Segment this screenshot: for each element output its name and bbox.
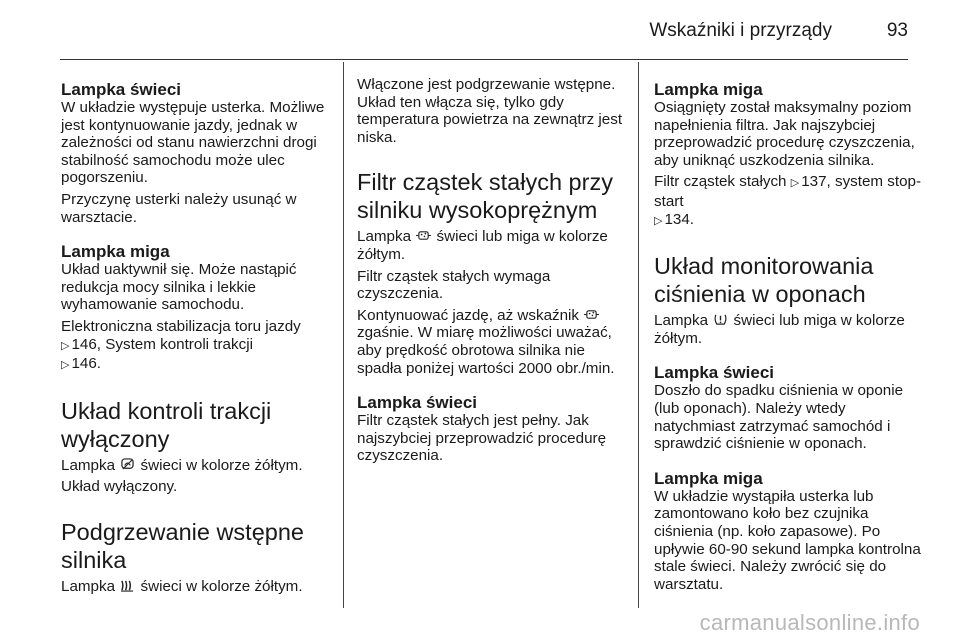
page-reference[interactable]: 146.	[71, 355, 102, 373]
text: świeci w kolorze żółtym.	[140, 456, 303, 474]
subheading: Lampka świeci	[61, 80, 182, 99]
cross-reference-arrow-icon: ▷	[61, 359, 70, 372]
cross-reference-arrow-icon: ▷	[654, 214, 663, 227]
text: świeci lub miga w kolorze żółtym.	[654, 312, 905, 347]
tire-pressure-icon	[713, 313, 728, 326]
paragraph: W układzie wystąpiła usterka lub zamontowano koło bez czujnika ciśnienia (np. koło zapasowe). Po upływie 60-90 sekund lampka kontrolna stale świeci. Należy zwrócić się do warsztatu.	[654, 487, 921, 593]
subheading: Lampka miga	[654, 468, 763, 488]
text: Filtr cząstek stałych	[654, 173, 787, 191]
subheading: Lampka miga	[654, 80, 763, 99]
header-title: Wskaźniki i przyrządy	[649, 20, 832, 41]
text: zgaśnie. W miarę możliwości uważać, aby prędkość obrotowa silnika nie spadła poniżej wartości 2000 obr./min.	[357, 324, 615, 377]
watermark: carmanualsonline.info	[699, 610, 920, 635]
traction-control-off-icon	[120, 458, 135, 471]
column-2	[357, 76, 629, 465]
particle-filter-icon	[584, 308, 599, 321]
subheading: Lampka świeci	[357, 393, 478, 413]
glow-plug-icon	[120, 579, 135, 592]
paragraph: Włączone jest podgrzewanie wstępne. Układ ten włącza się, tylko gdy temperatura powietrza na zewnątrz jest niska.	[357, 76, 623, 146]
paragraph: Układ wyłączony.	[61, 478, 178, 496]
cross-reference-arrow-icon: ▷	[790, 177, 800, 190]
page-reference[interactable]: 137, system stop-start	[654, 173, 922, 210]
paragraph: Filtr cząstek stałych jest pełny. Jak najszybciej przeprowadzić procedurę czyszczenia.	[357, 412, 607, 465]
paragraph-with-references	[654, 173, 924, 230]
paragraph	[61, 578, 333, 596]
column-divider	[638, 62, 639, 608]
cross-reference-arrow-icon: ▷	[61, 339, 70, 352]
column-3	[654, 74, 924, 593]
section-title: Układ kontroli trakcji wyłączony	[61, 397, 272, 452]
section-title: Filtr cząstek stałych przy silniku wysokoprężnym	[357, 169, 613, 224]
subheading: Lampka świeci	[654, 363, 775, 383]
column-1	[61, 74, 333, 596]
paragraph: Przyczynę usterki należy usunąć w warsztacie.	[61, 190, 297, 226]
text: Lampka	[654, 312, 709, 330]
paragraph: Doszło do spadku ciśnienia w oponie (lub oponach). Należy wtedy natychmiast zatrzymać samochód i sprawdzić ciśnienie w oponach.	[654, 382, 904, 453]
paragraph	[61, 457, 333, 475]
column-divider	[343, 62, 344, 608]
section-title: Układ monitorowania ciśnienia w oponach	[654, 253, 874, 308]
text: Elektroniczna stabilizacja toru jazdy	[61, 317, 301, 335]
page-reference[interactable]: 134.	[664, 210, 695, 228]
paragraph	[654, 312, 924, 347]
paragraph-with-references	[61, 318, 333, 375]
page-reference[interactable]: 146, System kontroli trakcji	[71, 335, 253, 353]
paragraph: Filtr cząstek stałych wymaga czyszczenia.	[357, 267, 551, 303]
text: świeci w kolorze żółtym.	[140, 577, 303, 595]
paragraph	[357, 307, 629, 377]
page-number: 93	[886, 20, 908, 41]
particle-filter-icon	[416, 229, 431, 242]
text: Lampka	[61, 577, 116, 595]
paragraph: W układzie występuje usterka. Możliwe jest kontynuowanie jazdy, jednak w zależności od stanu nawierzchni drogi stabilność samochodu może ulec pogorszeniu.	[61, 99, 325, 187]
section-title: Podgrzewanie wstępne silnika	[61, 518, 304, 573]
text: Lampka	[357, 228, 412, 246]
header-rule	[60, 59, 908, 60]
paragraph: Osiągnięty został maksymalny poziom napełnienia filtra. Jak najszybciej przeprowadzić procedurę czyszczenia, aby uniknąć uszkodzenia silnika.	[654, 99, 915, 169]
subheading: Lampka miga	[61, 242, 170, 262]
paragraph	[357, 228, 629, 263]
text: świeci lub miga w kolorze żółtym.	[357, 228, 608, 263]
text: Lampka	[61, 456, 116, 474]
paragraph: Układ uaktywnił się. Może nastąpić redukcja mocy silnika i lekkie wyhamowanie samochodu.	[61, 261, 297, 314]
text: Kontynuować jazdę, aż wskaźnik	[357, 306, 580, 324]
